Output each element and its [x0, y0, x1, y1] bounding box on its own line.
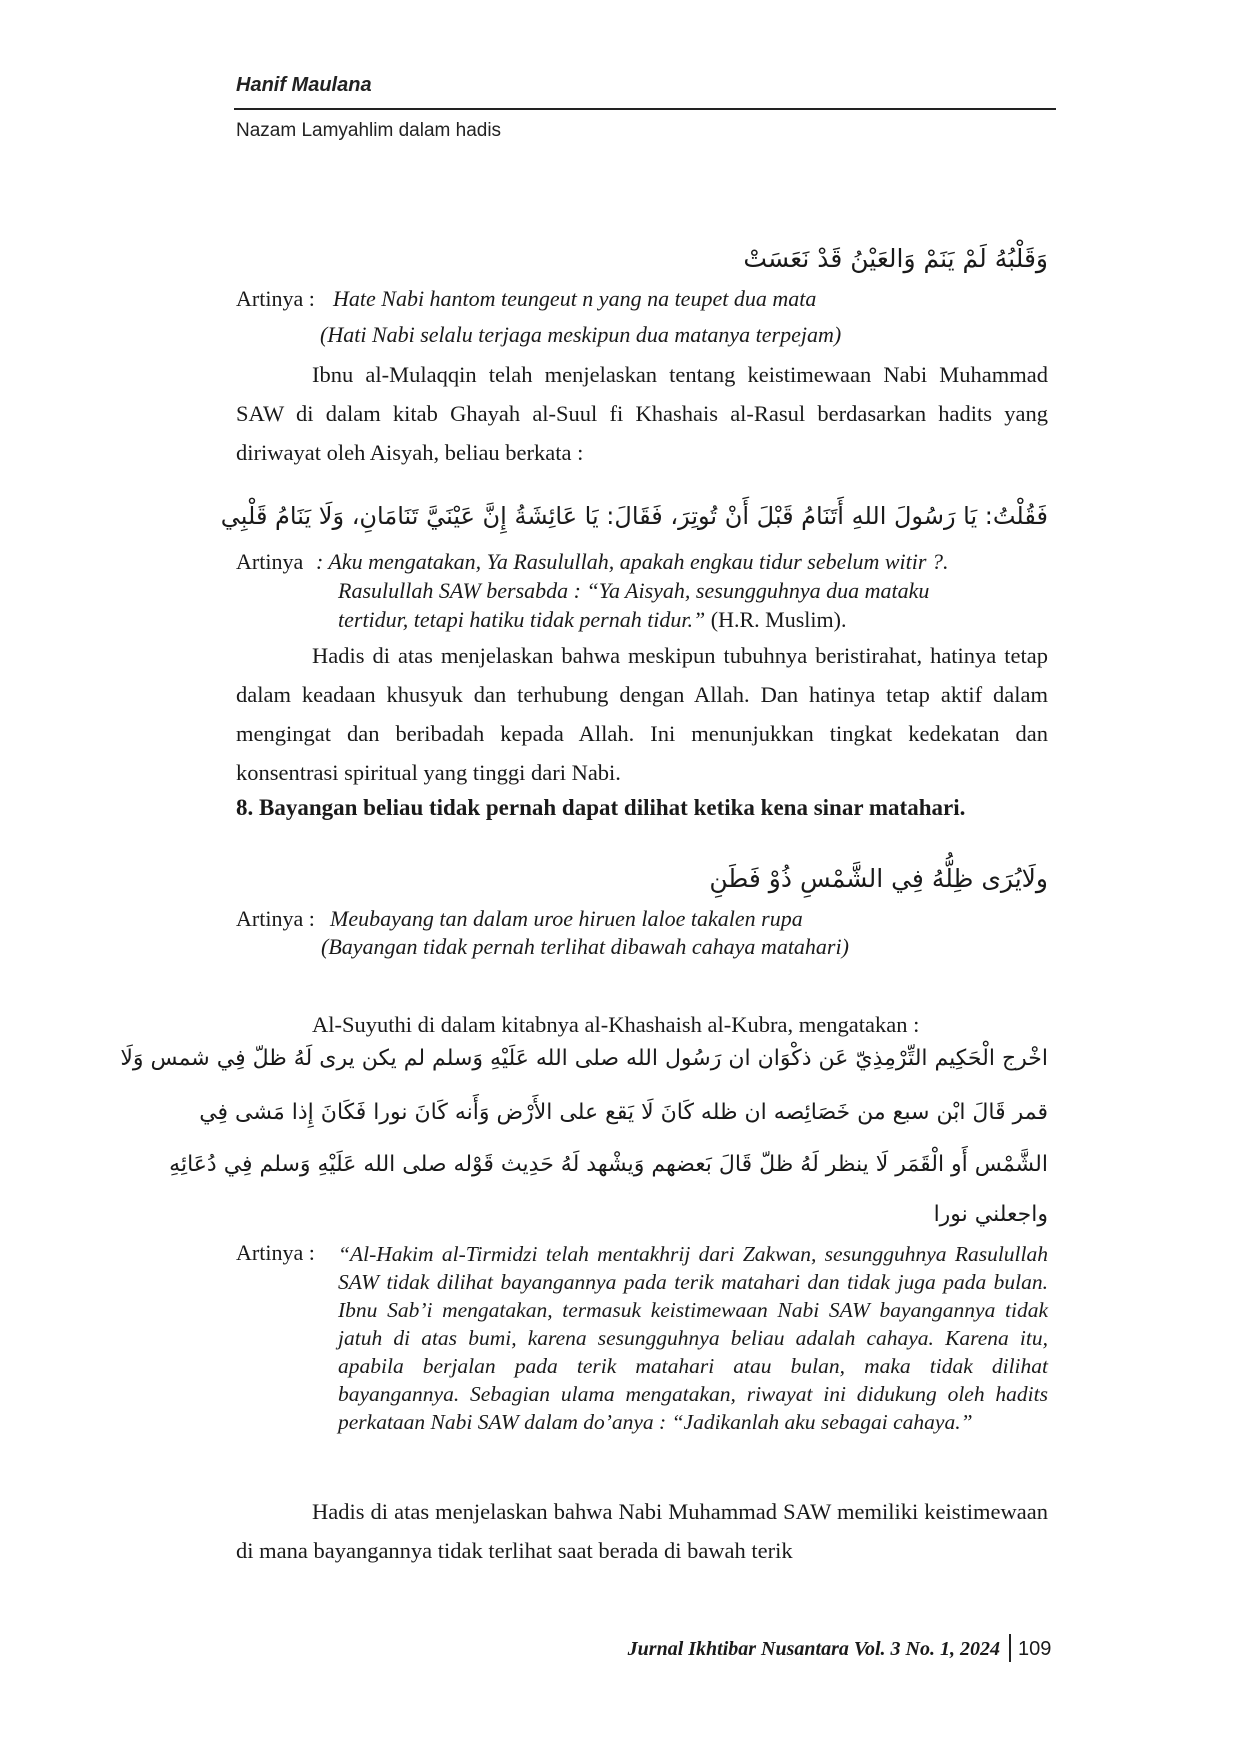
paragraph-text: Al-Suyuthi di dalam kitabnya al-Khashaish al-Kubra, mengatakan :: [312, 1012, 920, 1037]
verse-1-translation-aceh: Hate Nabi hantom teungeut n yang na teupet dua mata: [333, 286, 817, 311]
body-paragraph: [236, 1005, 1048, 1044]
arabic-hadith-2-line-4: واجعلني نورا: [933, 1202, 1048, 1227]
footer-separator: [1009, 1634, 1011, 1662]
translation-label: Artinya :: [236, 1240, 315, 1265]
hadith-1-translation-line-3: [338, 607, 846, 633]
arabic-verse-2: ولَايُرَى ظِلُّهُ فِي الشَّمْسِ ذُوْ فَطَنِ: [709, 864, 1048, 893]
section-heading: 8. Bayangan beliau tidak pernah dapat dilihat ketika kena sinar matahari.: [236, 795, 966, 820]
journal-footer: Jurnal Ikhtibar Nusantara Vol. 3 No. 1, 2024: [627, 1638, 1000, 1660]
body-paragraph: [236, 1492, 1048, 1570]
verse-1-translation-indonesian: (Hati Nabi selalu terjaga meskipun dua matanya terpejam): [320, 322, 842, 347]
body-paragraph: [236, 636, 1048, 792]
verse-2-translation-indonesian: (Bayangan tidak pernah terlihat dibawah cahaya matahari): [321, 934, 849, 959]
paragraph-text: Hadis di atas menjelaskan bahwa Nabi Muhammad SAW memiliki keistimewaan di mana bayangannya tidak terlihat saat berada di bawah terik: [236, 1499, 1048, 1563]
arabic-hadith-2-line-2: قمر قَالَ ابْن سبع من خَصَائِصه ان ظله كَانَ لَا يَقع على الأَرْض وَأَنه كَانَ نورا فَكَانَ إِذا مَشى فِي: [199, 1100, 1048, 1125]
arabic-verse-1: وَقَلْبُهُ لَمْ يَنَمْ وَالعَيْنُ قَدْ نَعَسَتْ: [743, 244, 1048, 273]
translation-label: Artinya :: [236, 906, 315, 931]
paragraph-text: Ibnu al-Mulaqqin telah menjelaskan tentang keistimewaan Nabi Muhammad SAW di dalam kitab Ghayah al-Suul fi Khashais al-Rasul berdasarkan hadits yang diriwayat oleh Aisyah, beliau berkata :: [236, 362, 1048, 465]
hadith-1-translation-line-2: Rasulullah SAW bersabda : “Ya Aisyah, sesungguhnya dua mataku: [338, 578, 930, 603]
arabic-hadith-2-line-3: الشَّمْس أَو الْقَمَر لَا ينظر لَهُ ظلّ قَالَ بَعضهم وَيشْهد لَهُ حَدِيث قَوْله صلى الله عَلَيْهِ وَسلم فِي دُعَائِهِ: [169, 1152, 1048, 1177]
hadith-1-translation-line-1: : Aku mengatakan, Ya Rasulullah, apakah engkau tidur sebelum witir ?.: [316, 549, 949, 574]
hadith-2-translation: “Al-Hakim al-Tirmidzi telah mentakhrij dari Zakwan, sesungguhnya Rasulullah SAW tidak dilihat bayangannya pada terik matahari dan tidak juga pada bulan. Ibnu Sab’i mengatakan, termasuk keistimewaan Nabi SAW bayangannya tidak jatuh di atas bumi, karena sesungguhnya beliau adalah cahaya. Karena itu, apabila berjalan pada terik matahari atau bulan, maka tidak dilihat bayangannya. Sebagian ulama mengatakan, riwayat ini didukung oleh hadits perkataan Nabi SAW dalam do’anya : “Jadikanlah aku sebagai cahaya.”: [338, 1242, 1048, 1434]
hadith-1-translation-text: tertidur, tetapi hatiku tidak pernah tidur.”: [338, 607, 706, 632]
page-number: 109: [1018, 1638, 1052, 1660]
translation-label: Artinya :: [236, 286, 315, 311]
running-header-topic: Nazam Lamyahlim dalam hadis: [236, 120, 502, 141]
header-rule: [234, 108, 1056, 110]
translation-label: Artinya: [236, 549, 304, 574]
paragraph-text: Hadis di atas menjelaskan bahwa meskipun tubuhnya beristirahat, hatinya tetap dalam keadaan khusyuk dan terhubung dengan Allah. Dan hatinya tetap aktif dalam mengingat dan beribadah kepada Allah. Ini menunjukkan tingkat kedekatan dan konsentrasi spiritual yang tinggi dari Nabi.: [236, 643, 1048, 785]
arabic-hadith-2-line-1: اخْرج الْحَكِيم التِّرْمِذِيّ عَن ذكْوَان ان رَسُول الله صلى الله عَلَيْهِ وَسلم لم يكن يرى لَهُ ظلّ فِي شمس وَلَا: [120, 1046, 1048, 1071]
hadith-source: (H.R. Muslim).: [705, 607, 847, 632]
arabic-hadith-1: فَقُلْتُ: يَا رَسُولَ اللهِ أَتَنَامُ قَبْلَ أَنْ تُوتِرَ، فَقَالَ: يَا عَائِشَةُ إِنَّ عَيْنَيَّ تَنَامَانِ، وَلَا يَنَامُ قَلْبِي: [220, 502, 1048, 530]
running-header-author: Hanif Maulana: [236, 74, 372, 96]
body-paragraph: [236, 355, 1048, 472]
verse-2-translation-aceh: Meubayang tan dalam uroe hiruen laloe takalen rupa: [330, 906, 803, 931]
